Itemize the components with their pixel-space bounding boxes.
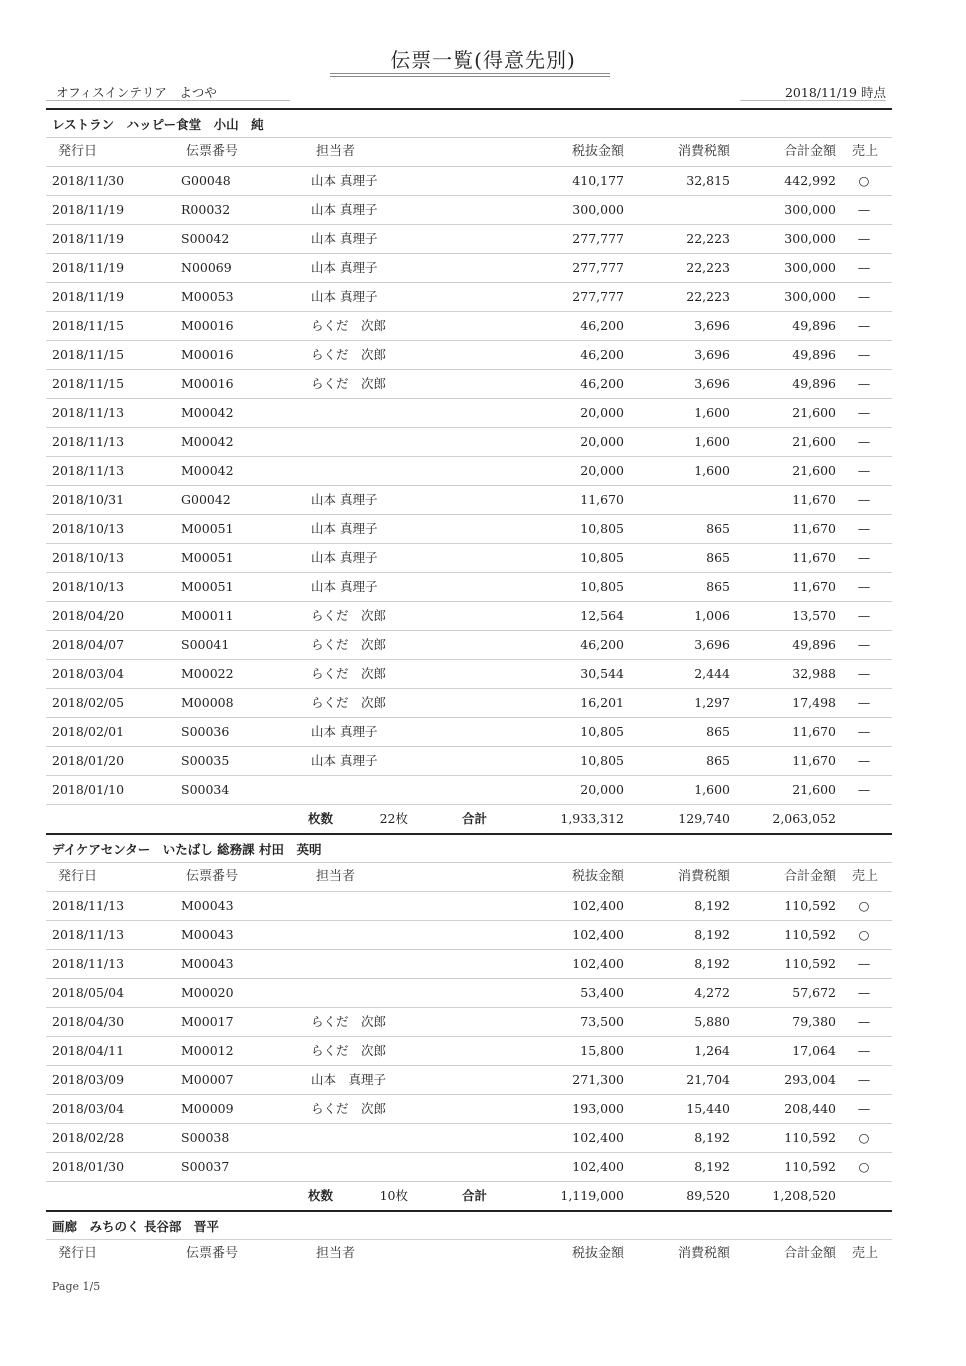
cell-sale: —	[857, 782, 871, 797]
header-sale: 売上	[852, 1246, 879, 1261]
cell-no: S00037	[181, 1159, 230, 1174]
cell-sale: —	[857, 608, 871, 623]
cell-no: S00035	[181, 753, 230, 768]
cell-tax: 1,264	[694, 1043, 730, 1058]
cell-no: G00048	[181, 173, 231, 188]
cell-net: 73,500	[580, 1014, 624, 1029]
table-row	[46, 1036, 892, 1065]
cell-date: 2018/11/15	[52, 376, 125, 391]
cell-sale: —	[857, 521, 871, 536]
cell-date: 2018/11/19	[52, 260, 125, 275]
cell-tax: 865	[706, 550, 730, 565]
cell-staff: 山本 真理子	[311, 231, 378, 246]
cell-date: 2018/11/30	[52, 173, 125, 188]
customer-name: 画廊 みちのく 長谷部 晋平	[46, 1210, 892, 1239]
cell-no: R00032	[181, 202, 231, 217]
cell-staff: 山本 真理子	[311, 724, 378, 739]
cell-sale: —	[857, 463, 871, 478]
cell-total: 49,896	[792, 376, 836, 391]
header-net: 税抜金額	[571, 1246, 624, 1261]
cell-staff: らくだ 次郎	[311, 347, 387, 362]
cell-no: M00043	[181, 956, 234, 971]
cell-net: 300,000	[572, 202, 624, 217]
cell-total: 49,896	[792, 347, 836, 362]
cell-date: 2018/11/19	[52, 231, 125, 246]
cell-net: 277,777	[572, 260, 624, 275]
table-row	[46, 659, 892, 688]
table-row	[46, 949, 892, 978]
cell-no: M00008	[181, 695, 234, 710]
cell-total: 32,988	[792, 666, 836, 681]
cell-date: 2018/11/15	[52, 347, 125, 362]
cell-no: M00016	[181, 318, 234, 333]
cell-date: 2018/10/13	[52, 521, 125, 536]
customer-name: デイケアセンター いたばし 総務課 村田 英明	[46, 833, 892, 862]
table-row	[46, 340, 892, 369]
cell-tax: 1,006	[694, 608, 730, 623]
cell-date: 2018/02/01	[52, 724, 125, 739]
cell-staff: らくだ 次郎	[311, 1014, 387, 1029]
cell-tax: 22,223	[686, 260, 730, 275]
table-row	[46, 427, 892, 456]
cell-net: 102,400	[572, 956, 624, 971]
cell-sale: —	[857, 753, 871, 768]
table-row	[46, 543, 892, 572]
cell-staff: 山本 真理子	[311, 173, 378, 188]
cell-date: 2018/01/20	[52, 753, 125, 768]
cell-total: 300,000	[784, 231, 836, 246]
cell-date: 2018/04/20	[52, 608, 125, 623]
cell-tax: 5,880	[694, 1014, 730, 1029]
cell-date: 2018/02/28	[52, 1130, 125, 1145]
cell-staff: 山本 真理子	[311, 289, 378, 304]
cell-sale: —	[857, 231, 871, 246]
cell-total: 21,600	[792, 463, 836, 478]
cell-net: 46,200	[580, 376, 624, 391]
cell-sale: —	[857, 405, 871, 420]
cell-tax: 865	[706, 521, 730, 536]
header-net: 税抜金額	[571, 144, 624, 159]
cell-net: 11,670	[580, 492, 624, 507]
header-total: 合計金額	[783, 869, 836, 884]
table-row	[46, 746, 892, 775]
cell-sale: —	[857, 492, 871, 507]
column-header-row	[46, 1239, 892, 1268]
cell-date: 2018/11/13	[52, 405, 125, 420]
table-row	[46, 601, 892, 630]
cell-staff: らくだ 次郎	[311, 1101, 387, 1116]
cell-staff: らくだ 次郎	[311, 637, 387, 652]
header-no: 伝票番号	[186, 144, 239, 159]
cell-net: 46,200	[580, 318, 624, 333]
table-row	[46, 311, 892, 340]
cell-net: 15,800	[580, 1043, 624, 1058]
cell-staff: らくだ 次郎	[311, 1043, 387, 1058]
table-row	[46, 369, 892, 398]
cell-date: 2018/02/05	[52, 695, 125, 710]
cell-tax: 21,704	[686, 1072, 730, 1087]
cell-sale: —	[857, 347, 871, 362]
cell-no: M00051	[181, 550, 234, 565]
cell-tax: 8,192	[694, 956, 730, 971]
cell-tax: 8,192	[694, 927, 730, 942]
cell-tax: 22,223	[686, 231, 730, 246]
cell-date: 2018/03/04	[52, 666, 125, 681]
cell-staff: 山本 真理子	[311, 579, 378, 594]
table-row	[46, 1123, 892, 1152]
company-rule	[46, 100, 290, 101]
cell-no: M00042	[181, 463, 234, 478]
cell-net: 102,400	[572, 1130, 624, 1145]
cell-total: 49,896	[792, 318, 836, 333]
sum-tax: 129,740	[678, 811, 730, 826]
cell-date: 2018/05/04	[52, 985, 125, 1000]
page-number: Page 1/5	[52, 1280, 101, 1293]
title-underline-2	[330, 76, 610, 77]
cell-sale: —	[857, 550, 871, 565]
header-total: 合計金額	[783, 1246, 836, 1261]
cell-sale: —	[857, 956, 871, 971]
cell-tax: 1,600	[694, 782, 730, 797]
customer-group	[46, 108, 892, 833]
cell-net: 102,400	[572, 1159, 624, 1174]
table-row	[46, 572, 892, 601]
table-row	[46, 166, 892, 195]
cell-total: 17,498	[792, 695, 836, 710]
cell-total: 11,670	[792, 550, 836, 565]
cell-tax: 22,223	[686, 289, 730, 304]
cell-date: 2018/03/04	[52, 1101, 125, 1116]
cell-net: 16,201	[580, 695, 624, 710]
cell-sale: —	[857, 695, 871, 710]
table-row	[46, 485, 892, 514]
cell-staff: らくだ 次郎	[311, 695, 387, 710]
column-header-row	[46, 137, 892, 166]
cell-no: M00051	[181, 579, 234, 594]
cell-tax: 3,696	[694, 347, 730, 362]
cell-no: M00016	[181, 347, 234, 362]
total-label: 合計	[462, 811, 488, 826]
cell-net: 20,000	[580, 782, 624, 797]
cell-tax: 1,600	[694, 463, 730, 478]
cell-no: M00020	[181, 985, 234, 1000]
cell-net: 46,200	[580, 347, 624, 362]
cell-sale: —	[857, 1014, 871, 1029]
cell-sale: ○	[858, 1159, 870, 1174]
header-staff: 担当者	[316, 1246, 356, 1261]
cell-sale: ○	[858, 927, 870, 942]
cell-total: 293,004	[784, 1072, 836, 1087]
cell-total: 208,440	[784, 1101, 836, 1116]
cell-date: 2018/11/19	[52, 289, 125, 304]
cell-net: 277,777	[572, 231, 624, 246]
cell-net: 10,805	[580, 550, 624, 565]
cell-net: 30,544	[580, 666, 624, 681]
cell-no: S00041	[181, 637, 230, 652]
slip-count: 10枚	[379, 1188, 408, 1203]
cell-total: 17,064	[792, 1043, 836, 1058]
cell-no: M00042	[181, 405, 234, 420]
cell-total: 57,672	[792, 985, 836, 1000]
sum-total: 2,063,052	[772, 811, 836, 826]
cell-net: 10,805	[580, 521, 624, 536]
cell-total: 300,000	[784, 289, 836, 304]
cell-tax: 3,696	[694, 318, 730, 333]
cell-staff: らくだ 次郎	[311, 376, 387, 391]
cell-sale: —	[857, 666, 871, 681]
cell-tax: 4,272	[694, 985, 730, 1000]
cell-tax: 865	[706, 753, 730, 768]
header-sale: 売上	[852, 144, 879, 159]
cell-net: 102,400	[572, 927, 624, 942]
cell-tax: 1,297	[694, 695, 730, 710]
cell-net: 102,400	[572, 898, 624, 913]
total-label: 合計	[462, 1188, 488, 1203]
count-label: 枚数	[308, 1188, 334, 1203]
cell-total: 110,592	[784, 1159, 836, 1174]
cell-staff: 山本 真理子	[311, 521, 378, 536]
cell-sale: —	[857, 1101, 871, 1116]
cell-tax: 3,696	[694, 637, 730, 652]
header-date: 発行日	[58, 144, 98, 159]
cell-net: 46,200	[580, 637, 624, 652]
cell-net: 12,564	[580, 608, 624, 623]
header-net: 税抜金額	[571, 869, 624, 884]
cell-sale: —	[857, 289, 871, 304]
cell-sale: ○	[858, 898, 870, 913]
header-sale: 売上	[852, 869, 879, 884]
cell-staff: らくだ 次郎	[311, 666, 387, 681]
table-row	[46, 775, 892, 804]
cell-total: 13,570	[792, 608, 836, 623]
cell-no: S00038	[181, 1130, 230, 1145]
cell-sale: —	[857, 260, 871, 275]
cell-no: M00017	[181, 1014, 234, 1029]
table-row	[46, 1007, 892, 1036]
cell-sale: ○	[858, 173, 870, 188]
cell-net: 410,177	[572, 173, 624, 188]
cell-date: 2018/11/13	[52, 927, 125, 942]
header-date: 発行日	[58, 869, 98, 884]
cell-no: S00036	[181, 724, 230, 739]
cell-sale: ○	[858, 1130, 870, 1145]
cell-tax: 8,192	[694, 898, 730, 913]
customer-name: レストラン ハッピー食堂 小山 純	[46, 108, 892, 137]
as-of-rule	[740, 100, 886, 101]
cell-sale: —	[857, 637, 871, 652]
cell-tax: 2,444	[694, 666, 730, 681]
header-date: 発行日	[58, 1246, 98, 1261]
cell-no: M00022	[181, 666, 234, 681]
cell-no: M00051	[181, 521, 234, 536]
title-underline	[330, 73, 610, 74]
table-row	[46, 514, 892, 543]
header-total: 合計金額	[783, 144, 836, 159]
table-row	[46, 195, 892, 224]
cell-no: G00042	[181, 492, 231, 507]
table-row	[46, 978, 892, 1007]
cell-tax: 3,696	[694, 376, 730, 391]
cell-total: 110,592	[784, 898, 836, 913]
cell-net: 271,300	[572, 1072, 624, 1087]
table-row	[46, 630, 892, 659]
cell-sale: —	[857, 376, 871, 391]
slip-count: 22枚	[379, 811, 408, 826]
table-row	[46, 282, 892, 311]
cell-total: 110,592	[784, 1130, 836, 1145]
cell-tax: 865	[706, 579, 730, 594]
cell-staff: 山本 真理子	[311, 260, 378, 275]
table-row	[46, 224, 892, 253]
cell-no: M00012	[181, 1043, 234, 1058]
cell-no: M00053	[181, 289, 234, 304]
table-row	[46, 1094, 892, 1123]
cell-net: 193,000	[572, 1101, 624, 1116]
cell-sale: —	[857, 1072, 871, 1087]
cell-date: 2018/04/30	[52, 1014, 125, 1029]
header-staff: 担当者	[316, 144, 356, 159]
cell-tax: 32,815	[686, 173, 730, 188]
cell-tax: 8,192	[694, 1130, 730, 1145]
cell-total: 110,592	[784, 956, 836, 971]
cell-total: 21,600	[792, 782, 836, 797]
table-row	[46, 1152, 892, 1181]
table-row	[46, 920, 892, 949]
cell-no: M00007	[181, 1072, 234, 1087]
cell-sale: —	[857, 724, 871, 739]
summary-row	[46, 1181, 892, 1210]
cell-no: M00016	[181, 376, 234, 391]
cell-date: 2018/10/13	[52, 550, 125, 565]
sum-total: 1,208,520	[772, 1188, 836, 1203]
cell-total: 11,670	[792, 753, 836, 768]
cell-total: 21,600	[792, 434, 836, 449]
cell-tax: 865	[706, 724, 730, 739]
cell-no: M00042	[181, 434, 234, 449]
cell-no: N00069	[181, 260, 232, 275]
cell-date: 2018/10/13	[52, 579, 125, 594]
cell-net: 20,000	[580, 434, 624, 449]
cell-no: S00042	[181, 231, 230, 246]
header-tax: 消費税額	[677, 1246, 730, 1261]
table-row	[46, 398, 892, 427]
cell-total: 300,000	[784, 202, 836, 217]
cell-total: 110,592	[784, 927, 836, 942]
cell-total: 300,000	[784, 260, 836, 275]
cell-net: 53,400	[580, 985, 624, 1000]
customer-group	[46, 1210, 892, 1268]
cell-sale: —	[857, 318, 871, 333]
cell-date: 2018/01/30	[52, 1159, 125, 1174]
cell-total: 49,896	[792, 637, 836, 652]
cell-date: 2018/04/11	[52, 1043, 125, 1058]
header-tax: 消費税額	[677, 144, 730, 159]
summary-row	[46, 804, 892, 833]
cell-sale: —	[857, 202, 871, 217]
cell-date: 2018/04/07	[52, 637, 125, 652]
cell-net: 277,777	[572, 289, 624, 304]
cell-staff: 山本 真理子	[311, 492, 378, 507]
table-row	[46, 688, 892, 717]
cell-net: 20,000	[580, 463, 624, 478]
page-title: 伝票一覧(得意先別)	[390, 48, 576, 72]
sum-net: 1,119,000	[560, 1188, 624, 1203]
cell-total: 21,600	[792, 405, 836, 420]
cell-date: 2018/11/13	[52, 956, 125, 971]
count-label: 枚数	[308, 811, 334, 826]
cell-date: 2018/03/09	[52, 1072, 125, 1087]
cell-no: M00043	[181, 898, 234, 913]
column-header-row	[46, 862, 892, 891]
cell-tax: 8,192	[694, 1159, 730, 1174]
cell-tax: 15,440	[686, 1101, 730, 1116]
as-of-date: 2018/11/19 時点	[784, 85, 886, 100]
cell-tax: 1,600	[694, 405, 730, 420]
cell-total: 11,670	[792, 579, 836, 594]
cell-date: 2018/11/15	[52, 318, 125, 333]
cell-net: 10,805	[580, 753, 624, 768]
sum-net: 1,933,312	[560, 811, 624, 826]
cell-sale: —	[857, 434, 871, 449]
cell-sale: —	[857, 985, 871, 1000]
cell-date: 2018/01/10	[52, 782, 125, 797]
cell-staff: 山本 真理子	[311, 550, 378, 565]
cell-total: 11,670	[792, 521, 836, 536]
cell-no: M00043	[181, 927, 234, 942]
cell-net: 10,805	[580, 579, 624, 594]
cell-staff: らくだ 次郎	[311, 318, 387, 333]
cell-staff: らくだ 次郎	[311, 608, 387, 623]
cell-staff: 山本 真理子	[311, 753, 378, 768]
header-no: 伝票番号	[186, 1246, 239, 1261]
cell-net: 20,000	[580, 405, 624, 420]
cell-total: 11,670	[792, 724, 836, 739]
cell-total: 442,992	[784, 173, 836, 188]
cell-date: 2018/11/13	[52, 898, 125, 913]
cell-date: 2018/11/13	[52, 463, 125, 478]
cell-no: M00011	[181, 608, 234, 623]
table-row	[46, 253, 892, 282]
slip-list	[46, 108, 892, 1268]
cell-total: 11,670	[792, 492, 836, 507]
cell-staff: 山本 真理子	[311, 1072, 387, 1087]
cell-sale: —	[857, 1043, 871, 1058]
header-no: 伝票番号	[186, 869, 239, 884]
cell-net: 10,805	[580, 724, 624, 739]
table-row	[46, 456, 892, 485]
cell-date: 2018/11/19	[52, 202, 125, 217]
table-row	[46, 1065, 892, 1094]
cell-no: M00009	[181, 1101, 234, 1116]
cell-sale: —	[857, 579, 871, 594]
cell-date: 2018/10/31	[52, 492, 125, 507]
cell-staff: 山本 真理子	[311, 202, 378, 217]
header-tax: 消費税額	[677, 869, 730, 884]
customer-group	[46, 833, 892, 1210]
cell-date: 2018/11/13	[52, 434, 125, 449]
cell-tax: 1,600	[694, 434, 730, 449]
table-row	[46, 717, 892, 746]
sum-tax: 89,520	[686, 1188, 730, 1203]
company-name: オフィスインテリア よつや	[56, 85, 217, 100]
cell-total: 79,380	[792, 1014, 836, 1029]
cell-no: S00034	[181, 782, 230, 797]
header-staff: 担当者	[316, 869, 356, 884]
table-row	[46, 891, 892, 920]
